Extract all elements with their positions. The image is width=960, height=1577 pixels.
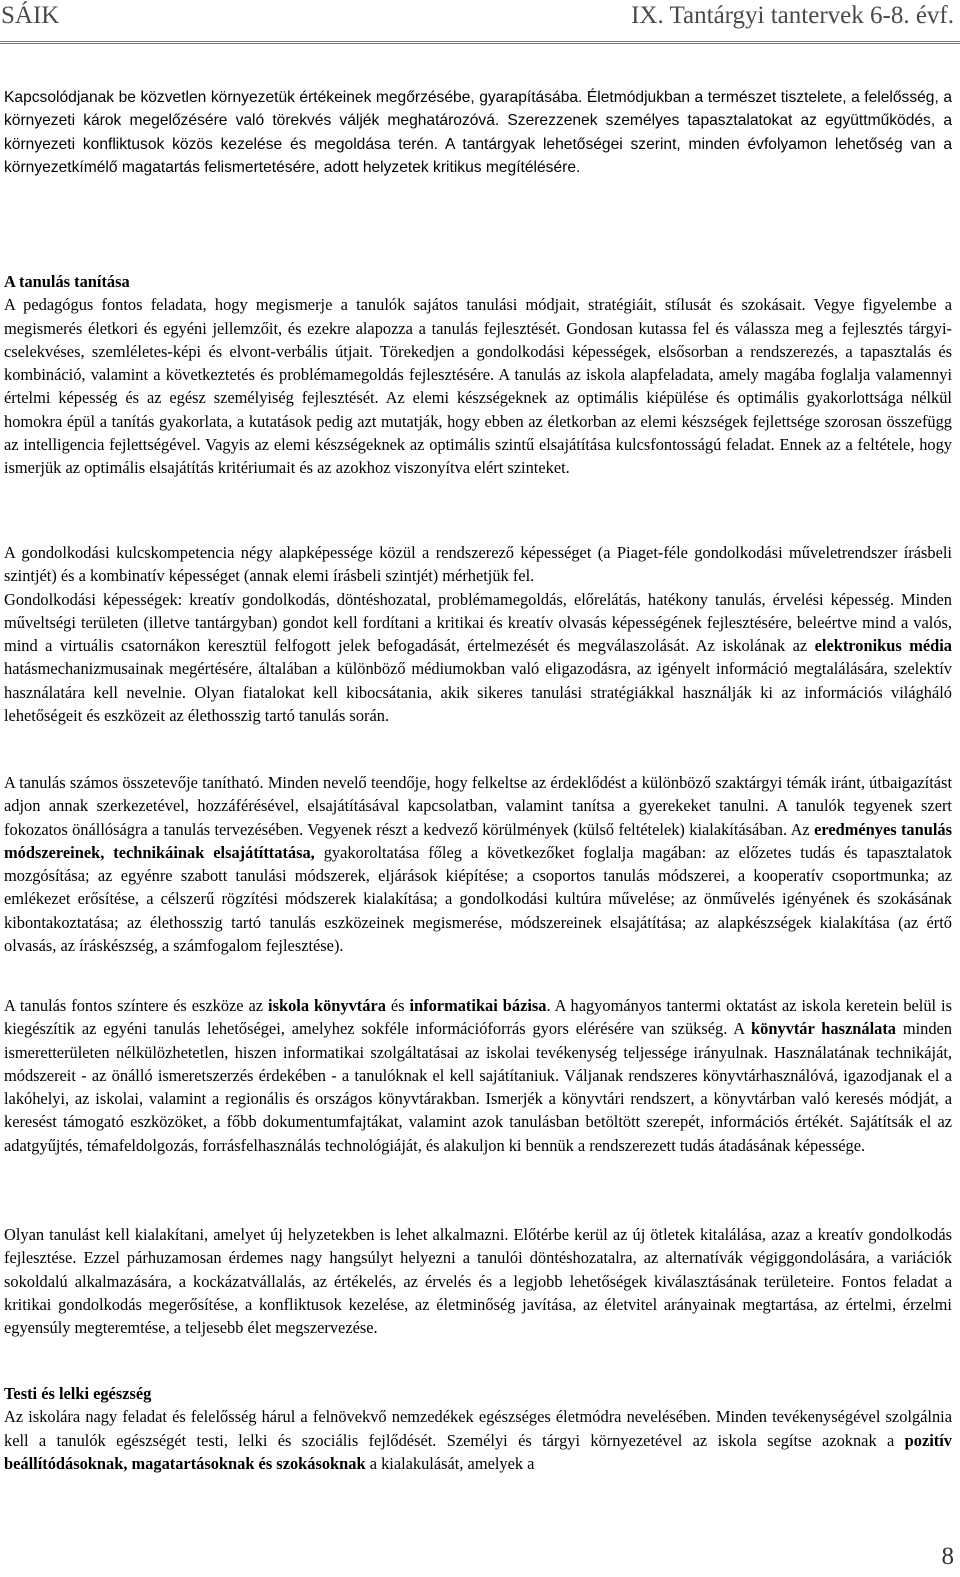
intro-paragraph: Kapcsolódjanak be közvetlen környezetük értékeinek megőrzésébe, gyarapításába. Életmódjukban a természet tisztelete, a felelősség, a környezeti károk megelőzésére való törekvés váljék meghatározóvá. Szerezzenek személyes tapasztalatokat az együttműködés, a környezeti konfliktusok közös kezelése és megoldása terén. A tantárgyak lehetőségei szerint, minden évfolyamon lehetőség van a környezetkímélő magatartás felismertetésére, adott helyzetek kritikus megítélésére.	[4, 89, 952, 176]
p5-bold-library: iskola könyvtára	[268, 996, 386, 1015]
header-org: SÁIK	[1, 2, 60, 29]
p5-bold-it-base: informatikai bázisa	[409, 996, 547, 1015]
learning-paragraph-6: Olyan tanulást kell kialakítani, amelyet új helyzetekben is lehet alkalmazni. Előtérbe kerül az új ötletek kitalálása, azaz a kreatív gondolkodás fejlesztése. Ezzel párhuzamosan érdemes nagy hangsúlyt helyezni a tanulói döntéshozatalra, az alternatívák végiggondolására, a variációk sokoldalú alkalmazására, a kockázatvállalás, az értékelés, az érvelés és a legjobb lehetőségek kiválasztásának területeire. Fontos feladat a kritikai gondolkodás megerősítése, a konfliktusok kezelése, az életminőség javítása, az életvitel arányainak megtartása, az értelmi, érzelmi egyensúly megteremtése, a teljesebb élet megszervezése.	[4, 1225, 952, 1338]
p5-text-d: . A hagyományos tantermi oktatást az iskola keretein belül is kiegészítik az egyéni tanulás lehetőségei, amelyhez sokféle információforrás gyors elérésére van szükség. A	[4, 996, 952, 1039]
health-heading: Testi és lelki egészség	[4, 1384, 152, 1403]
p5-bold-library-use: könyvtár használata	[751, 1019, 896, 1039]
health-text-a: Az iskolára nagy feladat és felelősség hárul a felnövekvő nemzedékek egészséges életmódra nevelésében. Minden tevékenységével szolgálnia kell a tanulók egészségét testi, lelki és szociális fejlődését. Személyi és tárgyi környezetével az iskola segítse azoknak a	[4, 1407, 952, 1450]
p5-text-e: minden ismeretterületen nélkülözhetetlen, hiszen informatikai szolgáltatásai az iskolai tevékenység teljessége irányulnak. Használatának technikáját, módszereit - az önálló ismeretszerzés érdekében - a tanulóknak el kell sajátítaniuk. Váljanak rendszeres könyvtárhasználóvá, igazodjanak el a lakóhelyi, az iskolai, valamint a regionális és országos könyvtárakban. Ismerjék a könyvtári rendszert, a könyvtárban való keresés módját, a keresést támogató eszközöket, a főbb dokumentumfajtákat, valamint azok tanulásban betöltött szerepét, információs értékét. Sajátítsák el az adatgyűjtés, témafeldolgozás, forrásfelhasználás technológiáját, és alakuljon ki bennük a rendszerezett tudás átadásának képessége.	[4, 1019, 952, 1155]
learning-paragraph-2: A gondolkodási kulcskompetencia négy alapképessége közül a rendszerező képességet (a Piaget-féle gondolkodási műveletrendszer írásbeli szintjét) és a kombinatív képességet (annak elemi írásbeli szintjét) mérhetjük fel.	[4, 543, 952, 586]
p4-text-a: A tanulás számos összetevője tanítható. Minden nevelő teendője, hogy felkeltse az érdeklődést a különböző szaktárgyi témák iránt, útbaigazítást adjon annak szerkezetével, hozzáférésével, elsajátításával kapcsolatban, valamint tanítsa a gyerekeket tanulni. A tanulók tegyenek szert fokozatos önállóságra a tanulás tervezésében. Vegyenek részt a kedvező körülmények (külső feltételek) kialakításában. Az	[4, 773, 952, 839]
p5-text-c: és	[385, 996, 410, 1015]
header-divider	[0, 41, 960, 44]
intro-section	[4, 86, 952, 179]
health-paragraph	[4, 1405, 952, 1475]
page-number: 8	[941, 1543, 954, 1570]
p5-text-a: A tanulás fontos színtere és eszköze az	[4, 996, 269, 1015]
learning-paragraph-1: A pedagógus fontos feladata, hogy megismerje a tanulók sajátos tanulási módjait, stratégiáit, stílusát és szokásait. Vegye figyelembe a megismerés életkori és egyéni jellemzőit, és ezekre alapozza a tanulás fejlesztését. Gondosan kutassa fel és válassza meg a fejlesztés tárgyi-cselekvéses, szemléletes-képi és elvont-verbális útjait. Törekedjen a gondolkodási képességek, elsősorban a rendszerezés, a tapasztalás és kombináció, valamint a következtetés és problémamegoldás fejlesztésére. A tanulás az iskola alapfeladata, amely magába foglalja valamennyi értelmi képesség és az egész személyiség fejlesztését. Az elemi készségeknek az optimális kiépülése és optimális gyakorlottsága nélkül homokra épül a tanítás gyakorlata, a kutatások pedig azt mutatják, hogy ebben az életkorban az elemi készségek fejlettsége szorosan összefügg az intelligencia fejlettségével. Vagyis az elemi készségeknek az optimális szintű elsajátítása kulcsfontosságú feladat. Ennek az a feltétele, hogy ismerjük az optimális elsajátítás kritériumait és az azokhoz viszonyítva elért szinteket.	[4, 295, 952, 478]
p4-text-b: gyakoroltatása főleg a következőket foglalja magában: az előzetes tudás és tapasztalatok mozgósítása; az egyénre szabott tanulási módszerek, eljárások kiépítése; a csoportos tanulás módszerei, a kooperatív csoportmunka; az emlékezet erősítése, a célszerű rögzítési módszerek kialakítása; a gondolkodási kultúra művelése; az önművelés igényének és szokásának kibontakoztatása; az élethosszig tartó tanulás eszközeinek megismerése, módszereinek elsajátítása; az alapkészségek kialakítása (az értő olvasás, az íráskészség, a számfogalom fejlesztése).	[4, 842, 952, 956]
page-header	[0, 0, 960, 48]
library-section	[4, 994, 952, 1157]
health-text-b: a kialakulását, amelyek a	[365, 1453, 535, 1473]
learning-section	[4, 270, 952, 480]
learning-heading: A tanulás tanítása	[4, 272, 130, 291]
p4-bold-methods: eredményes tanulás módszereinek, technikáinak elsajátíttatása,	[4, 819, 952, 862]
learning-paragraph-5	[4, 994, 952, 1157]
creative-section	[4, 1223, 952, 1339]
health-section	[4, 1382, 952, 1475]
p3-text-a: Gondolkodási képességek: kreatív gondolkodás, döntéshozatal, problémamegoldás, előrelátás, hatékony tanulás, érvelési képesség. Minden műveltségi területen (illetve tantárgyban) gondot kell fordítani a kritikai és kreatív olvasás képességének fejlesztésére, beleértve mind a valós, mind a virtuális csatornákon keresztül felfogott jelek befogadását, értelmezését és megválaszolását. Az iskolának az	[4, 589, 952, 656]
learning-paragraph-4	[4, 771, 952, 957]
header-section-title: IX. Tantárgyi tantervek 6-8. évf.	[631, 2, 954, 29]
health-bold-attitudes: pozitív beállítódásoknak, magatartásoknak és szokásoknak	[4, 1430, 952, 1473]
p3-bold-electronic-media: elektronikus média	[814, 636, 952, 656]
cognitive-section	[4, 541, 952, 727]
p3-text-b: hatásmechanizmusainak megértésére, általában a különböző médiumokban való eligazodásra, az igényelt információ megtalálására, szelektív használatára kell nevelnie. Olyan fiatalokat kell kibocsátania, akik sikeres tanulási stratégiákkal használják ki az információs világháló lehetőségeit és eszközeit az élethosszig tartó tanulás során.	[4, 659, 952, 726]
teachable-section	[4, 771, 952, 957]
learning-paragraph-3	[4, 588, 952, 728]
